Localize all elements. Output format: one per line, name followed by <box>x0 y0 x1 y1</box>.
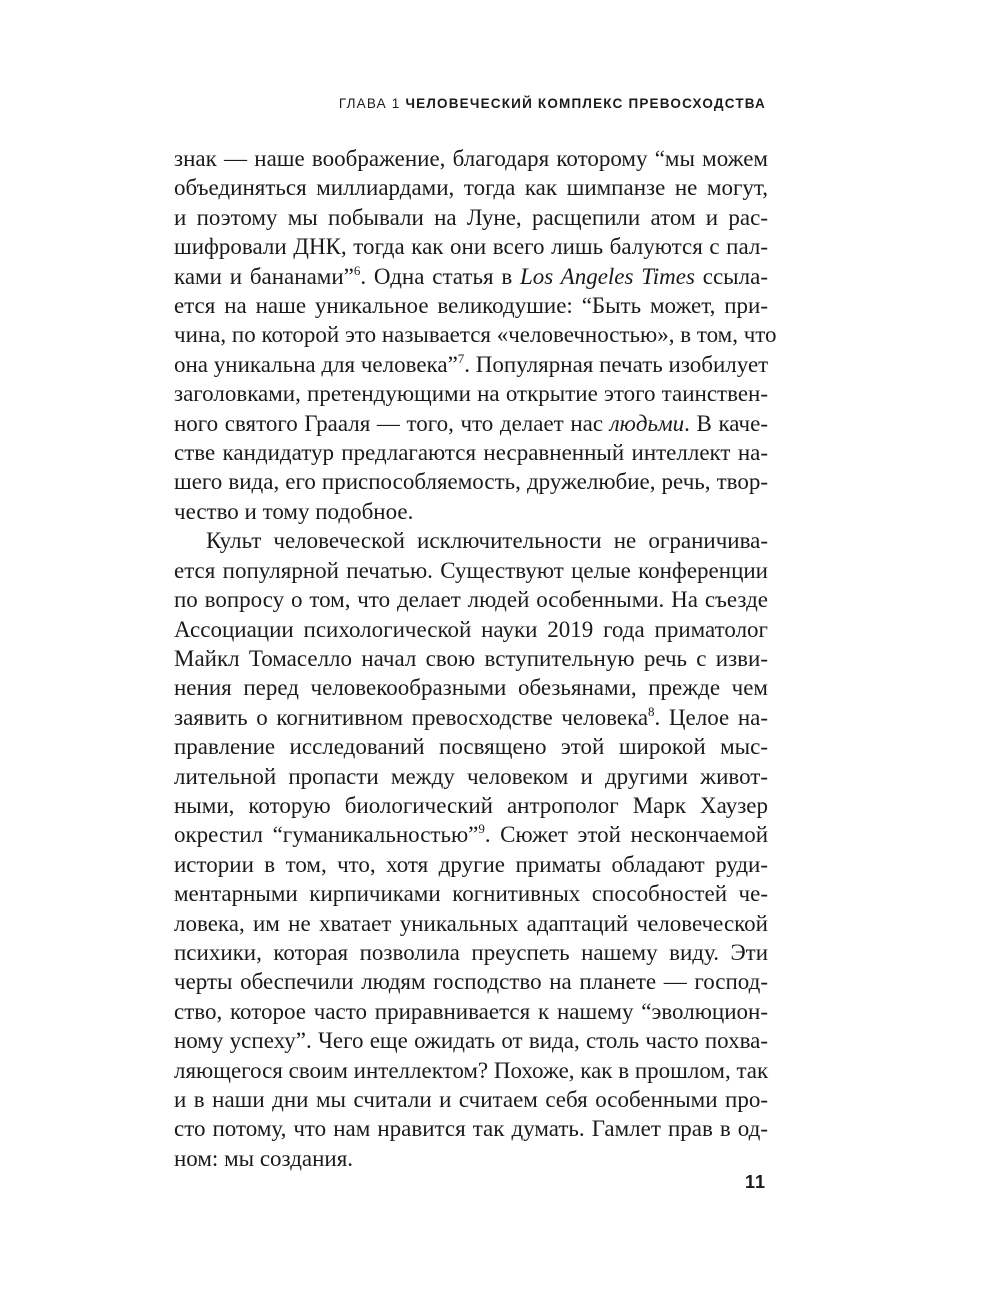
text-line: и поэтому мы побывали на Луне, расщепили атом и рас- <box>174 204 768 230</box>
text-run: ками и бананами” <box>174 263 354 289</box>
text-line: ментарными кирпичиками когнитивных способностей че- <box>174 881 768 907</box>
text-line <box>174 703 768 732</box>
text-line: чество и тому подобное. <box>174 498 414 524</box>
text-line: ется популярной печатью. Существуют целые конференции <box>174 557 768 583</box>
italic-text: людьми <box>609 410 685 436</box>
running-head <box>339 96 766 111</box>
text-run: . Сюжет этой нескончаемой <box>484 822 768 848</box>
text-line: правление исследований посвящено этой широкой мыс- <box>174 734 768 760</box>
text-line: ется на наше уникальное великодушие: “Быть может, при- <box>174 293 768 319</box>
text-run: . Одна статья в <box>360 263 521 289</box>
chapter-title: ЧЕЛОВЕЧЕСКИЙ КОМПЛЕКС ПРЕВОСХОДСТВА <box>405 96 766 111</box>
text-line: шего вида, его приспособляемость, дружелюбие, речь, твор- <box>174 469 768 495</box>
text-line <box>174 409 768 438</box>
paragraph-1 <box>174 144 777 526</box>
text-line: заголовками, претендующими на открытие этого таинствен- <box>174 381 768 407</box>
text-line: Ассоциации психологической науки 2019 года приматолог <box>174 616 768 642</box>
text-line: чина, по которой это называется «человечностью», в том, что <box>174 322 777 348</box>
page-number: 11 <box>744 1172 766 1192</box>
text-line: истории в том, что, хотя другие приматы обладают руди- <box>174 851 768 877</box>
text-line: лительной пропасти между человеком и другими живот- <box>174 763 768 789</box>
text-line: ловека, им не хватает уникальных адаптаций человеческой <box>174 910 768 936</box>
footnote-marker[interactable]: 8 <box>648 703 655 719</box>
text-line <box>174 350 768 379</box>
text-line: ными, которую биологический антрополог Марк Хаузер <box>174 792 768 818</box>
text-line: ном: мы создания. <box>174 1145 354 1171</box>
italic-text: Los Angeles Times <box>520 263 695 289</box>
paragraph-2 <box>174 526 768 1173</box>
text-line: ляющегося своим интеллектом? Похоже, как в прошлом, так <box>174 1057 769 1083</box>
text-line <box>174 820 768 849</box>
text-run: ного святого Грааля — того, что делает нас <box>174 410 610 436</box>
text-line: ному успеху”. Чего еще ожидать от вида, столь часто похва- <box>174 1028 768 1054</box>
chapter-label: ГЛАВА 1 <box>338 96 401 111</box>
text-line: стве кандидатур предлагаются несравненный интеллект на- <box>174 440 768 466</box>
text-line: черты обеспечили людям господство на планете — господ- <box>174 969 768 995</box>
text-line: объединяться миллиардами, тогда как шимпанзе не могут, <box>174 175 768 201</box>
text-line: Майкл Томаселло начал свою вступительную речь с изви- <box>174 645 768 671</box>
text-run: . Целое на- <box>654 704 768 730</box>
text-line: ство, которое часто приравнивается к нашему “эволюцион- <box>174 998 768 1024</box>
text-line: по вопросу о том, что делает людей особенными. На съезде <box>174 587 768 613</box>
text-line: психики, которая позволила преуспеть нашему виду. Эти <box>174 939 768 965</box>
footnote-marker[interactable]: 9 <box>478 821 485 837</box>
text-run: она уникальна для человека” <box>174 351 458 377</box>
text-line: нения перед человекообразными обезьянами, прежде чем <box>174 675 768 701</box>
text-run: . Популярная печать изобилует <box>464 351 769 377</box>
text-run: . В каче- <box>684 410 768 436</box>
footnote-marker[interactable]: 6 <box>353 262 361 278</box>
text-line: знак — наше воображение, благодаря которому “мы можем <box>174 146 768 171</box>
text-line: сто потому, что нам нравится так думать. Гамлет прав в од- <box>174 1116 768 1142</box>
text-run: ссыла- <box>694 263 768 289</box>
text-line: и в наши дни мы считали и считаем себя особенными про- <box>174 1087 768 1112</box>
text-run: окрестил “гуманикальностью” <box>174 822 479 848</box>
footnote-marker[interactable]: 7 <box>457 350 465 366</box>
text-line <box>174 262 768 291</box>
text-line: шифровали ДНК, тогда как они всего лишь балуются с пал- <box>174 234 768 260</box>
text-line: Культ человеческой исключительности не ограничива- <box>206 528 768 554</box>
text-run: заявить о когнитивном превосходстве человека <box>174 704 649 730</box>
body-text <box>174 144 777 1173</box>
